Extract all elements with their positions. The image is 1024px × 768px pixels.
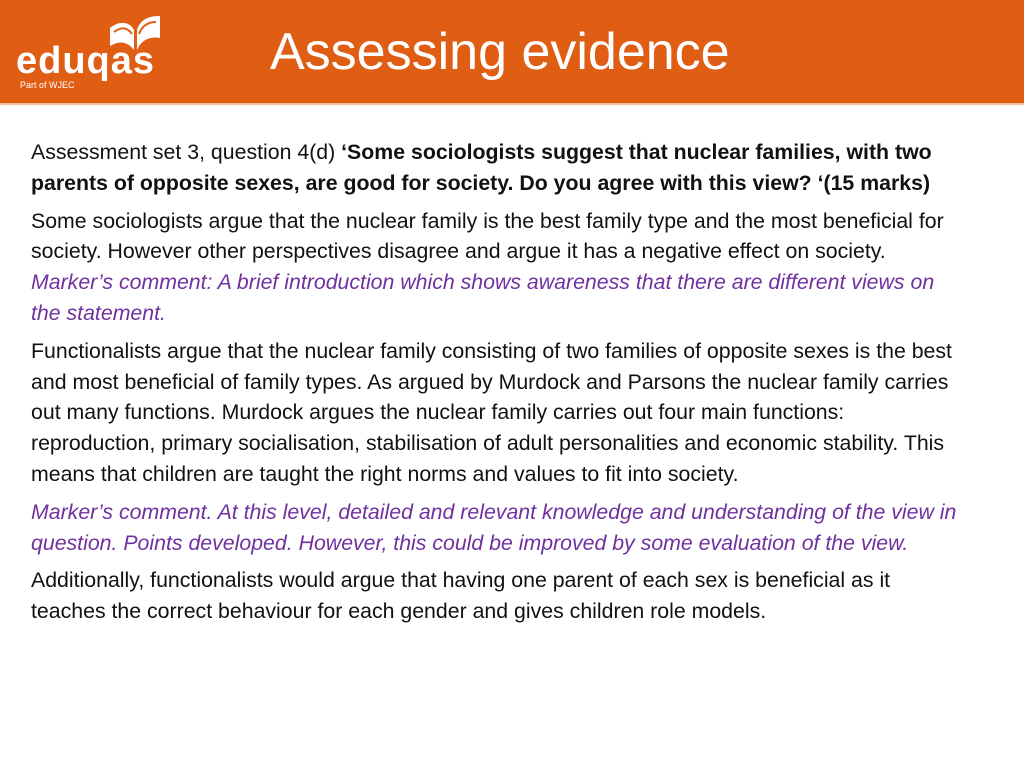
answer-text-1: Some sociologists argue that the nuclear family is the best family type and the most beneficial for society. However other perspectives disagree and argue it has a negative effect on society. [31,208,944,264]
answer-paragraph-1 [31,206,966,329]
question-prefix: Assessment set 3, question 4(d) [31,140,342,164]
question-text: ‘Some sociologists suggest that nuclear families, with two parents of opposite sexes, are good for society. Do you agree with this view? ‘(15 marks) [31,140,932,195]
answer-text-2: Functionalists argue that the nuclear family consisting of two families of opposite sexes is the best and most beneficial of family types. As argued by Murdock and Parsons the nuclear family carries out many functions. Murdock argues the nuclear family carries out four main functions: reproduction, primary socialisation, stabilisation of adult personalities and economic stability. This means that children are taught the right norms and values to fit into society. [31,338,952,486]
marker-comment-1: Marker’s comment: A brief introduction which shows awareness that there are different views on the statement. [31,270,935,325]
answer-paragraph-3 [31,565,966,627]
logo-wordmark: eduqas [16,40,156,82]
marker-comment-2-paragraph [31,497,966,559]
answer-text-3: Additionally, functionalists would argue that having one parent of each sex is beneficial as it teaches the correct behaviour for each gender and gives children role models. [31,568,891,624]
logo-subtitle: Part of WJEC [20,80,75,90]
question-paragraph [31,137,966,199]
page-title: Assessing evidence [270,23,730,81]
header-bar [0,0,1024,105]
answer-paragraph-2 [31,336,966,490]
marker-comment-2: Marker’s comment. At this level, detailed and relevant knowledge and understanding of the view in question. Points developed. However, this could be improved by some evaluation of the view. [31,499,957,555]
document-body [31,137,966,634]
eduqas-logo [16,12,166,92]
